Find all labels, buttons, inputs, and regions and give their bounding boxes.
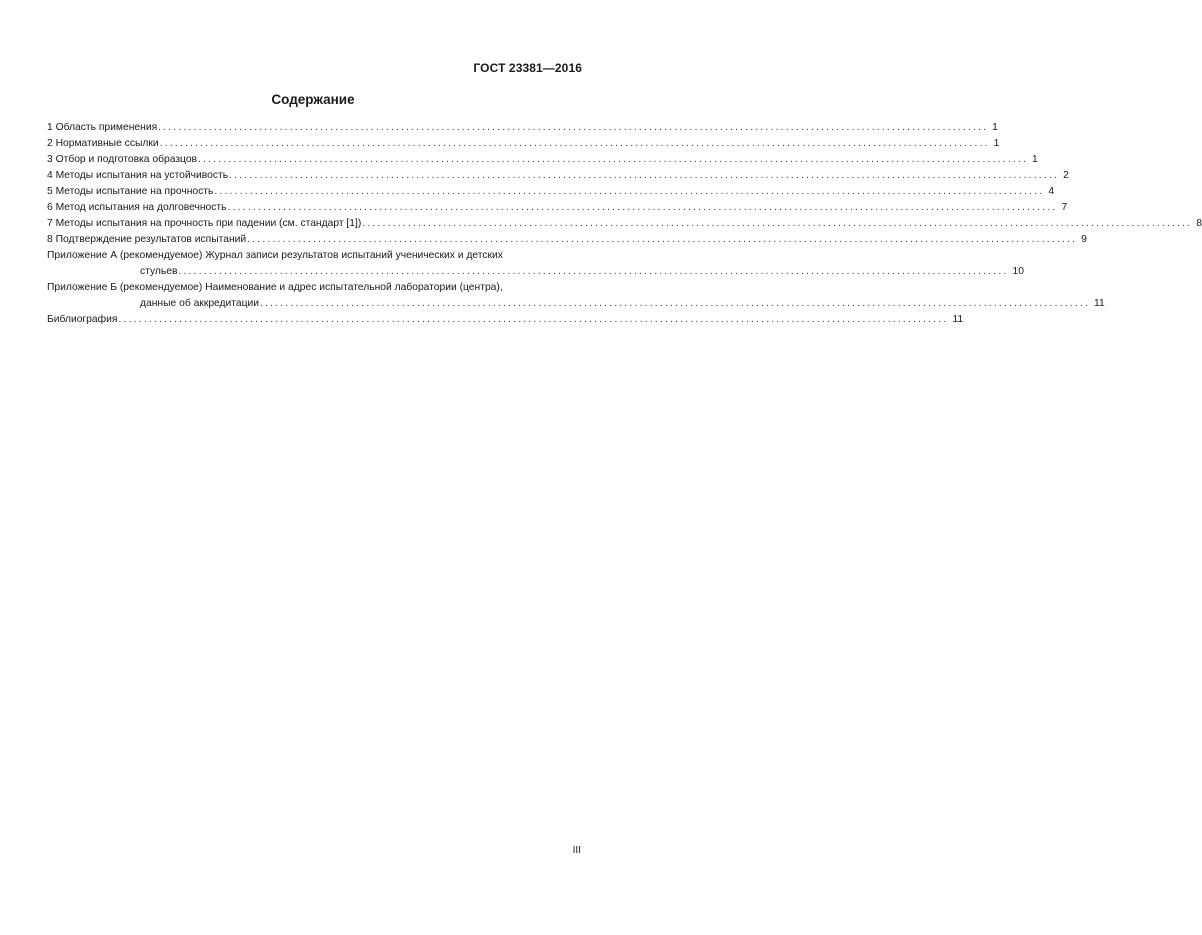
toc-entry-label: 5 Методы испытание на прочность (47, 186, 214, 197)
toc-title: Содержание (271, 92, 355, 107)
dot-leader: .................................................................................................................................................................... (214, 186, 1045, 197)
dot-leader: .................................................................................................................................................................... (158, 122, 989, 133)
toc-entry-page: 1 (993, 138, 1000, 149)
toc-entry-page: 10 (1012, 266, 1024, 277)
toc-entry[interactable] (47, 184, 1055, 200)
toc-entry-page: 2 (1063, 170, 1069, 181)
standard-code: ГОСТ 23381—2016 (473, 61, 582, 75)
toc-entry[interactable] (47, 120, 998, 136)
toc-entry-label-line2: данные об аккредитации (140, 298, 260, 309)
toc-entry-multiline[interactable] (47, 280, 1105, 312)
toc-entry-label: 4 Методы испытания на устойчивость (47, 170, 229, 181)
toc-entry-label: 3 Отбор и подготовка образцов (47, 154, 198, 165)
toc-entry[interactable] (47, 216, 1202, 232)
toc-entry-label: 6 Метод испытания на долговечность (47, 202, 227, 213)
toc-entry[interactable] (47, 312, 964, 328)
toc-entry-label: 1 Область применения (47, 122, 158, 133)
dot-leader: .................................................................................................................................................................... (178, 266, 1009, 277)
dot-leader: .................................................................................................................................................................... (227, 202, 1058, 213)
toc-entry-page: 8 (1196, 218, 1202, 229)
toc-entry-label-line1: Приложение А (рекомендуемое) Журнал записи результатов испытаний ученических и детских (47, 250, 503, 261)
toc-entry-label-line1: Приложение Б (рекомендуемое) Наименование и адрес испытательной лаборатории (центра), (47, 282, 503, 293)
dot-leader: .................................................................................................................................................................... (198, 154, 1029, 165)
toc-entry-label-line2: стульев (140, 266, 178, 277)
table-of-contents (47, 120, 1202, 328)
toc-entry-multiline[interactable] (47, 248, 1024, 280)
toc-entry-label: 8 Подтверждение результатов испытаний (47, 234, 247, 245)
dot-leader: .................................................................................................................................................................... (118, 314, 949, 325)
toc-entry-page: 9 (1081, 234, 1087, 245)
dot-leader: .................................................................................................................................................................... (229, 170, 1060, 181)
toc-entry-page: 1 (992, 122, 998, 133)
toc-entry-page: 11 (1094, 298, 1105, 309)
toc-entry-label: 2 Нормативные ссылки (47, 138, 159, 149)
dot-leader: .................................................................................................................................................................... (362, 218, 1193, 229)
toc-entry[interactable] (47, 168, 1069, 184)
dot-leader: .................................................................................................................................................................... (260, 298, 1091, 309)
toc-entry-page: 1 (1032, 154, 1038, 165)
toc-entry-page: 11 (952, 314, 964, 325)
toc-entry-label: Библиография (47, 314, 118, 325)
toc-entry-label: 7 Методы испытания на прочность при падении (см. стандарт [1]) (47, 218, 362, 229)
toc-entry-page: 7 (1061, 202, 1068, 213)
toc-entry[interactable] (47, 152, 1038, 168)
dot-leader: .................................................................................................................................................................... (247, 234, 1078, 245)
toc-entry[interactable] (47, 200, 1068, 216)
page-number: III (572, 845, 581, 856)
toc-entry-page: 4 (1048, 186, 1055, 197)
dot-leader: .................................................................................................................................................................... (159, 138, 990, 149)
toc-entry[interactable] (47, 232, 1087, 248)
toc-entry[interactable] (47, 136, 1000, 152)
